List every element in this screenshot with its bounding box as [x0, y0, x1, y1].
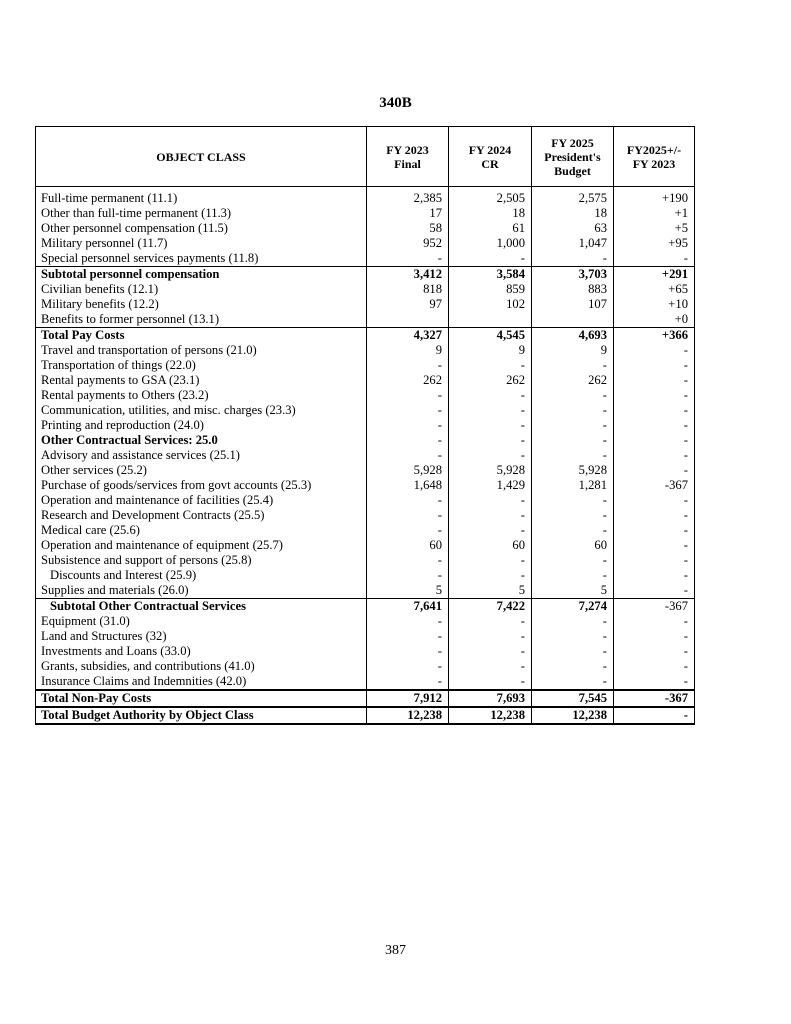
cell-fy2024: - — [449, 614, 532, 629]
cell-fy2023: - — [367, 614, 449, 629]
row-label: Printing and reproduction (24.0) — [36, 418, 367, 433]
cell-fy2025: 9 — [532, 343, 614, 358]
cell-fy2023: 5,928 — [367, 463, 449, 478]
cell-change: - — [614, 644, 695, 659]
cell-change: +65 — [614, 282, 695, 297]
cell-fy2025: - — [532, 674, 614, 690]
page-number: 387 — [385, 943, 406, 958]
cell-change: - — [614, 433, 695, 448]
row-label: Travel and transportation of persons (21.0) — [36, 343, 367, 358]
cell-fy2025: 60 — [532, 538, 614, 553]
cell-fy2024: - — [449, 568, 532, 583]
header-fy2025 — [532, 127, 614, 187]
cell-fy2025: 883 — [532, 282, 614, 297]
table-row — [36, 568, 695, 583]
cell-fy2023: 3,412 — [367, 267, 449, 283]
row-label: Rental payments to GSA (23.1) — [36, 373, 367, 388]
table-header-row — [36, 127, 695, 187]
cell-fy2025: 262 — [532, 373, 614, 388]
header-object-class-label: OBJECT CLASS — [156, 149, 246, 164]
cell-fy2025: - — [532, 629, 614, 644]
cell-fy2025: - — [532, 251, 614, 267]
table-row — [36, 236, 695, 251]
table-row — [36, 433, 695, 448]
cell-fy2024: 12,238 — [449, 707, 532, 724]
row-label: Discounts and Interest (25.9) — [36, 568, 367, 583]
cell-fy2024: 859 — [449, 282, 532, 297]
cell-fy2025: - — [532, 358, 614, 373]
table-row — [36, 373, 695, 388]
cell-change: - — [614, 508, 695, 523]
cell-change: - — [614, 629, 695, 644]
header-change — [614, 127, 695, 187]
cell-fy2024: 7,422 — [449, 599, 532, 615]
cell-fy2024: - — [449, 553, 532, 568]
cell-fy2025: - — [532, 659, 614, 674]
cell-change: +366 — [614, 328, 695, 344]
table-row — [36, 206, 695, 221]
cell-fy2023: 5 — [367, 583, 449, 599]
cell-fy2025: 5 — [532, 583, 614, 599]
table-row — [36, 282, 695, 297]
cell-fy2023: 4,327 — [367, 328, 449, 344]
cell-fy2023: 12,238 — [367, 707, 449, 724]
table-row — [36, 418, 695, 433]
cell-fy2025: 107 — [532, 297, 614, 312]
cell-fy2025: - — [532, 523, 614, 538]
cell-fy2023: - — [367, 508, 449, 523]
row-label: Subtotal personnel compensation — [36, 267, 367, 283]
row-label: Military personnel (11.7) — [36, 236, 367, 251]
header-fy2024 — [449, 127, 532, 187]
cell-fy2025: 7,274 — [532, 599, 614, 615]
row-label: Supplies and materials (26.0) — [36, 583, 367, 599]
row-label: Advisory and assistance services (25.1) — [36, 448, 367, 463]
cell-change: +10 — [614, 297, 695, 312]
row-label: Military benefits (12.2) — [36, 297, 367, 312]
cell-fy2023: 7,641 — [367, 599, 449, 615]
cell-fy2023: 58 — [367, 221, 449, 236]
cell-fy2024: - — [449, 493, 532, 508]
cell-change: +95 — [614, 236, 695, 251]
cell-fy2023: 60 — [367, 538, 449, 553]
row-label: Operation and maintenance of equipment (25.7) — [36, 538, 367, 553]
cell-change: +1 — [614, 206, 695, 221]
cell-fy2023: - — [367, 493, 449, 508]
cell-fy2024: 1,429 — [449, 478, 532, 493]
cell-change: - — [614, 553, 695, 568]
row-label: Total Budget Authority by Object Class — [36, 707, 367, 724]
cell-fy2025: 4,693 — [532, 328, 614, 344]
cell-fy2025: 63 — [532, 221, 614, 236]
row-label: Operation and maintenance of facilities (25.4) — [36, 493, 367, 508]
cell-fy2023: - — [367, 568, 449, 583]
row-label: Subsistence and support of persons (25.8) — [36, 553, 367, 568]
cell-change: - — [614, 418, 695, 433]
cell-fy2024: - — [449, 358, 532, 373]
cell-fy2025: - — [532, 493, 614, 508]
cell-fy2024: 4,545 — [449, 328, 532, 344]
cell-fy2024: - — [449, 388, 532, 403]
row-label: Grants, subsidies, and contributions (41.0) — [36, 659, 367, 674]
row-label: Special personnel services payments (11.8) — [36, 251, 367, 267]
table-row — [36, 523, 695, 538]
cell-change: - — [614, 493, 695, 508]
table-row — [36, 328, 695, 344]
row-label: Other Contractual Services: 25.0 — [36, 433, 367, 448]
table-row — [36, 297, 695, 312]
cell-fy2024: 9 — [449, 343, 532, 358]
cell-fy2024: 5,928 — [449, 463, 532, 478]
row-label: Total Pay Costs — [36, 328, 367, 344]
cell-fy2025: - — [532, 568, 614, 583]
cell-fy2025: 12,238 — [532, 707, 614, 724]
header-fy2023 — [367, 127, 449, 187]
row-label: Other personnel compensation (11.5) — [36, 221, 367, 236]
cell-change: - — [614, 463, 695, 478]
cell-fy2024: - — [449, 674, 532, 690]
header-object-class — [36, 127, 367, 187]
cell-fy2023: 952 — [367, 236, 449, 251]
cell-fy2025: - — [532, 418, 614, 433]
cell-fy2024: 7,693 — [449, 690, 532, 707]
cell-fy2024: - — [449, 644, 532, 659]
table-row — [36, 267, 695, 283]
cell-change: +190 — [614, 187, 695, 207]
cell-change: - — [614, 583, 695, 599]
cell-fy2024: 2,505 — [449, 187, 532, 207]
cell-fy2024: - — [449, 448, 532, 463]
cell-fy2023: - — [367, 553, 449, 568]
cell-fy2024 — [449, 312, 532, 328]
header-fy2025-line1: FY 2025 — [551, 135, 594, 150]
cell-fy2024: 60 — [449, 538, 532, 553]
table-row — [36, 614, 695, 629]
row-label: Land and Structures (32) — [36, 629, 367, 644]
cell-fy2023: 97 — [367, 297, 449, 312]
row-label: Rental payments to Others (23.2) — [36, 388, 367, 403]
cell-change: - — [614, 523, 695, 538]
cell-change: -367 — [614, 690, 695, 707]
table-row — [36, 629, 695, 644]
cell-change: - — [614, 388, 695, 403]
row-label: Total Non-Pay Costs — [36, 690, 367, 707]
cell-fy2024: - — [449, 433, 532, 448]
cell-change: - — [614, 448, 695, 463]
row-label: Insurance Claims and Indemnities (42.0) — [36, 674, 367, 690]
table-row — [36, 388, 695, 403]
cell-fy2023: 9 — [367, 343, 449, 358]
cell-fy2024: - — [449, 418, 532, 433]
cell-change: - — [614, 373, 695, 388]
cell-change: +291 — [614, 267, 695, 283]
table-row — [36, 553, 695, 568]
cell-change: +0 — [614, 312, 695, 328]
row-label: Investments and Loans (33.0) — [36, 644, 367, 659]
cell-fy2024: 262 — [449, 373, 532, 388]
cell-fy2024: 18 — [449, 206, 532, 221]
cell-change: - — [614, 659, 695, 674]
cell-change: -367 — [614, 478, 695, 493]
table-row — [36, 493, 695, 508]
cell-fy2025: - — [532, 614, 614, 629]
cell-fy2025: - — [532, 644, 614, 659]
cell-fy2024: 5 — [449, 583, 532, 599]
cell-fy2024: 1,000 — [449, 236, 532, 251]
cell-fy2024: - — [449, 659, 532, 674]
table-row — [36, 644, 695, 659]
row-label: Research and Development Contracts (25.5) — [36, 508, 367, 523]
header-fy2025-line2: President's — [544, 149, 601, 164]
cell-fy2025: - — [532, 508, 614, 523]
cell-fy2023 — [367, 312, 449, 328]
cell-fy2023: 2,385 — [367, 187, 449, 207]
row-label: Communication, utilities, and misc. charges (23.3) — [36, 403, 367, 418]
cell-fy2025: 1,047 — [532, 236, 614, 251]
cell-fy2023: - — [367, 358, 449, 373]
object-class-table — [35, 126, 695, 725]
cell-fy2024: - — [449, 523, 532, 538]
table-row — [36, 403, 695, 418]
header-fy2023-line2: Final — [394, 156, 421, 171]
cell-fy2024: - — [449, 508, 532, 523]
table-row — [36, 478, 695, 493]
row-label: Subtotal Other Contractual Services — [36, 599, 367, 615]
cell-fy2024: - — [449, 251, 532, 267]
cell-fy2025: - — [532, 388, 614, 403]
cell-fy2025 — [532, 312, 614, 328]
cell-fy2023: - — [367, 674, 449, 690]
cell-fy2024: 61 — [449, 221, 532, 236]
header-fy2023-line1: FY 2023 — [386, 142, 429, 157]
cell-change: - — [614, 538, 695, 553]
cell-fy2025: - — [532, 553, 614, 568]
cell-fy2023: - — [367, 448, 449, 463]
row-label: Other services (25.2) — [36, 463, 367, 478]
page-title: 340B — [379, 95, 412, 111]
table-row — [36, 690, 695, 707]
cell-change: - — [614, 614, 695, 629]
cell-change: - — [614, 343, 695, 358]
cell-fy2023: 17 — [367, 206, 449, 221]
table-row — [36, 343, 695, 358]
header-fy2025-line3: Budget — [554, 163, 591, 178]
table-body — [36, 187, 695, 725]
row-label: Other than full-time permanent (11.3) — [36, 206, 367, 221]
cell-fy2024: - — [449, 629, 532, 644]
cell-fy2024: 102 — [449, 297, 532, 312]
row-label: Equipment (31.0) — [36, 614, 367, 629]
table-row — [36, 583, 695, 599]
cell-fy2024: 3,584 — [449, 267, 532, 283]
cell-fy2025: 1,281 — [532, 478, 614, 493]
row-label: Benefits to former personnel (13.1) — [36, 312, 367, 328]
cell-change: - — [614, 251, 695, 267]
cell-fy2023: - — [367, 433, 449, 448]
table-row — [36, 221, 695, 236]
table-row — [36, 599, 695, 615]
cell-change: - — [614, 358, 695, 373]
header-fy2024-line1: FY 2024 — [468, 142, 512, 157]
cell-fy2023: - — [367, 388, 449, 403]
cell-fy2025: - — [532, 433, 614, 448]
row-label: Purchase of goods/services from govt accounts (25.3) — [36, 478, 367, 493]
table-row — [36, 187, 695, 207]
table-row — [36, 707, 695, 724]
table-row — [36, 538, 695, 553]
cell-fy2023: 7,912 — [367, 690, 449, 707]
header-fy2024-line2: CR — [481, 156, 499, 171]
table-row — [36, 508, 695, 523]
cell-fy2024: - — [449, 403, 532, 418]
row-label: Medical care (25.6) — [36, 523, 367, 538]
cell-fy2023: - — [367, 659, 449, 674]
cell-change: - — [614, 568, 695, 583]
cell-fy2025: - — [532, 448, 614, 463]
cell-fy2023: - — [367, 629, 449, 644]
row-label: Transportation of things (22.0) — [36, 358, 367, 373]
table-row — [36, 251, 695, 267]
table-row — [36, 312, 695, 328]
cell-fy2023: - — [367, 644, 449, 659]
cell-fy2025: 18 — [532, 206, 614, 221]
cell-change: - — [614, 403, 695, 418]
row-label: Civilian benefits (12.1) — [36, 282, 367, 297]
cell-fy2023: - — [367, 403, 449, 418]
table-row — [36, 659, 695, 674]
table-row — [36, 358, 695, 373]
cell-fy2025: 5,928 — [532, 463, 614, 478]
table-row — [36, 674, 695, 690]
cell-fy2023: - — [367, 418, 449, 433]
cell-fy2023: - — [367, 251, 449, 267]
cell-fy2023: 1,648 — [367, 478, 449, 493]
cell-fy2023: 818 — [367, 282, 449, 297]
cell-fy2025: - — [532, 403, 614, 418]
cell-fy2025: 7,545 — [532, 690, 614, 707]
cell-fy2023: - — [367, 523, 449, 538]
header-change-line1: FY2025+/- — [626, 142, 682, 157]
cell-fy2023: 262 — [367, 373, 449, 388]
cell-change: - — [614, 674, 695, 690]
cell-fy2025: 2,575 — [532, 187, 614, 207]
table-row — [36, 448, 695, 463]
cell-fy2025: 3,703 — [532, 267, 614, 283]
header-change-line2: FY 2023 — [632, 156, 676, 171]
row-label: Full-time permanent (11.1) — [36, 187, 367, 207]
cell-change: -367 — [614, 599, 695, 615]
table-row — [36, 463, 695, 478]
cell-change: +5 — [614, 221, 695, 236]
cell-change: - — [614, 707, 695, 724]
